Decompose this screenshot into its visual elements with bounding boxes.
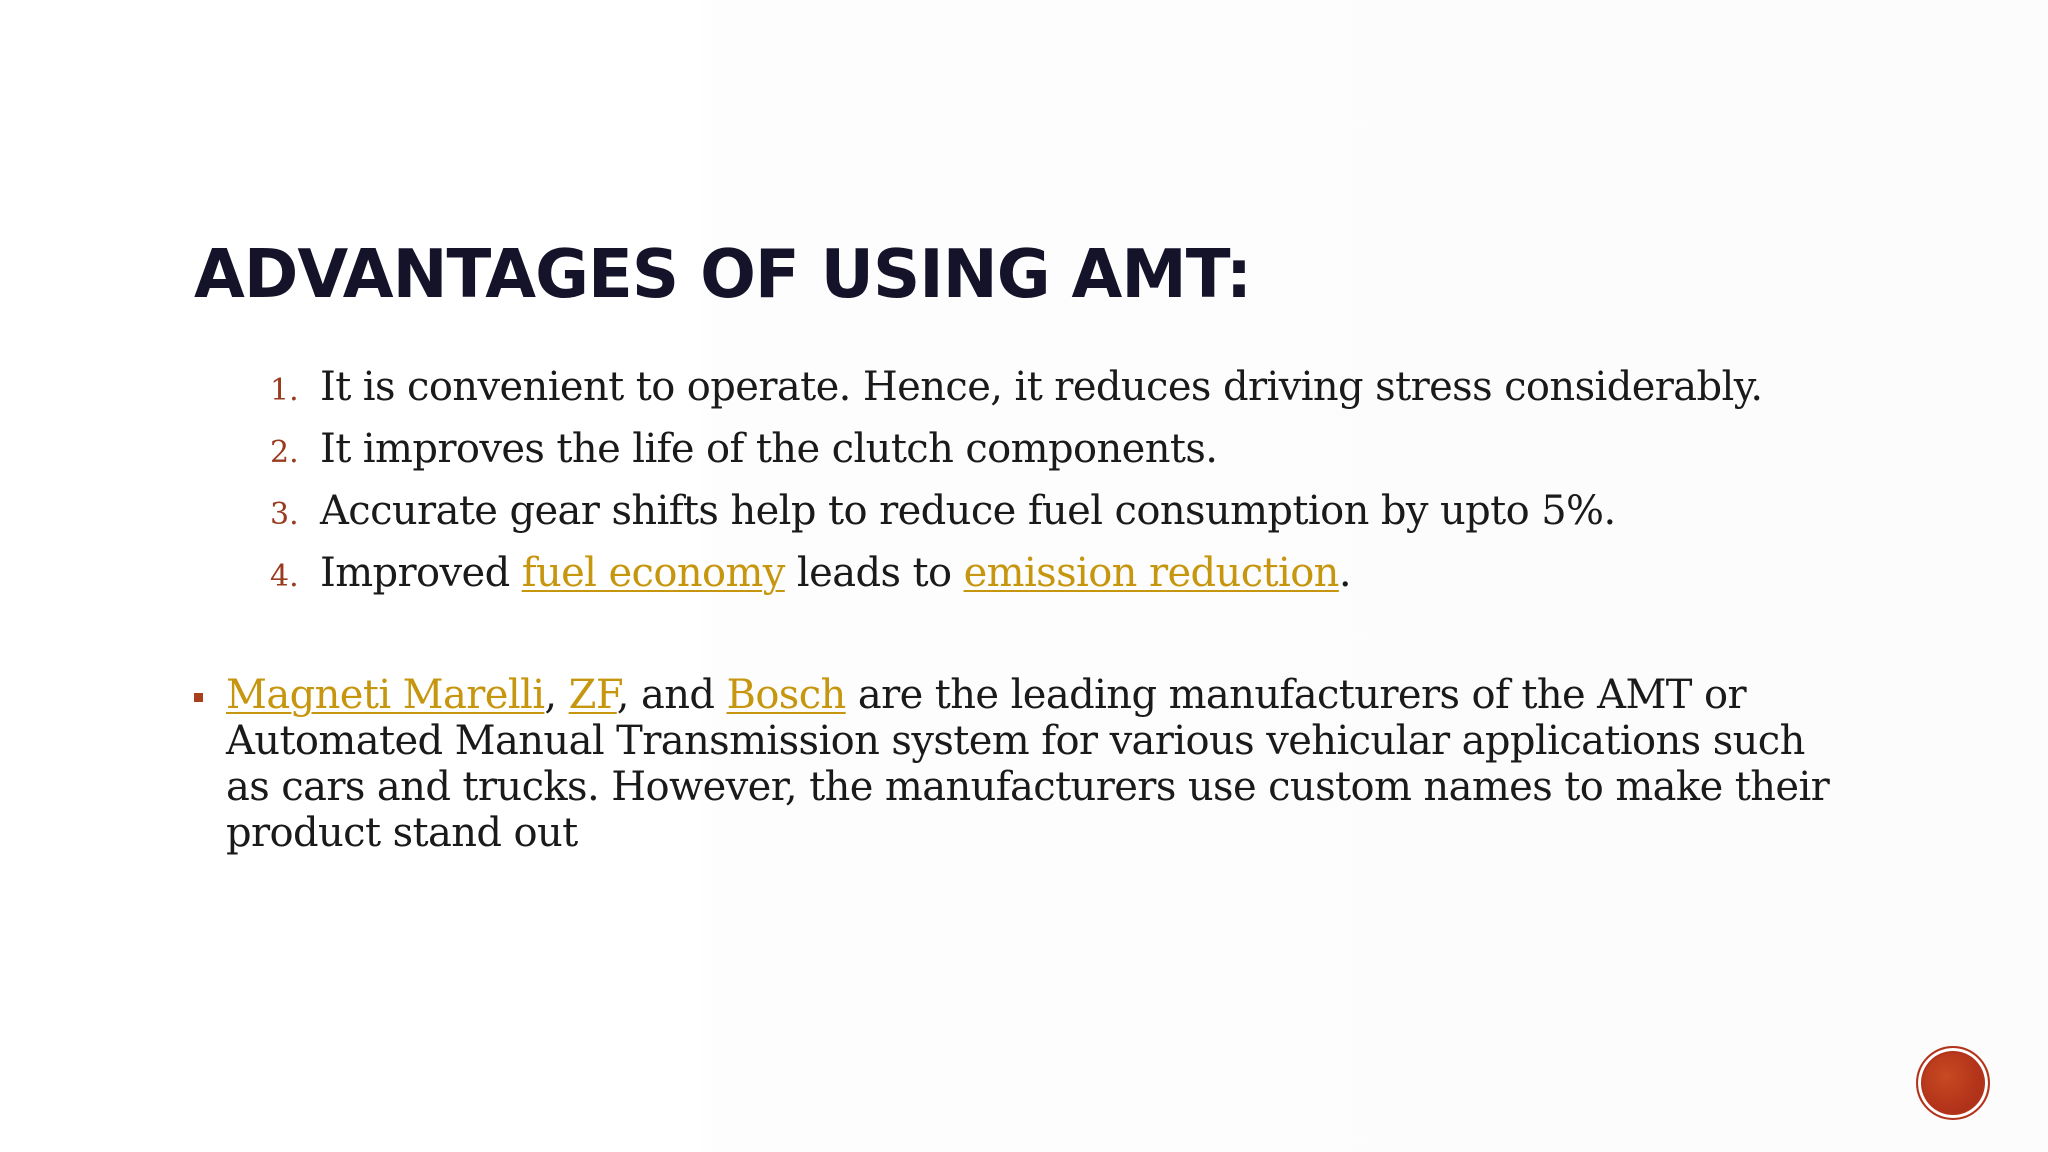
emission-reduction-link[interactable]: emission reduction	[963, 550, 1339, 596]
list-item	[270, 482, 1763, 544]
fuel-economy-link[interactable]: fuel economy	[521, 550, 785, 596]
list-item-text: It improves the life of the clutch components.	[320, 426, 1218, 472]
square-bullet-icon	[194, 693, 203, 702]
text-segment: , and	[616, 672, 727, 718]
bullet-text	[226, 672, 1834, 856]
slide-title: ADVANTAGES OF USING AMT:	[194, 235, 1252, 313]
list-number: 1.	[270, 373, 299, 408]
text-segment: Improved	[320, 550, 522, 596]
bosch-link[interactable]: Bosch	[726, 672, 846, 718]
list-item-text	[320, 544, 1351, 603]
text-segment: .	[1338, 550, 1351, 596]
text-segment: are the leading manufacturers of the AMT or Automated Manual Transmission system for various vehicular applications such as cars and trucks. However, the manufacturers use custom names to make their product stand out	[226, 672, 1830, 856]
list-item-text: Accurate gear shifts help to reduce fuel consumption by upto 5%.	[320, 488, 1616, 534]
bullet-item	[194, 672, 1834, 856]
numbered-list	[270, 358, 1763, 606]
zf-link[interactable]: ZF	[568, 672, 617, 718]
text-segment: leads to	[784, 550, 964, 596]
magneti-marelli-link[interactable]: Magneti Marelli	[226, 672, 545, 718]
list-item-text: It is convenient to operate. Hence, it reduces driving stress considerably.	[320, 364, 1763, 410]
list-item	[270, 544, 1763, 606]
slide-nav-button[interactable]	[1916, 1046, 1990, 1120]
list-number: 2.	[270, 435, 299, 470]
list-number: 3.	[270, 497, 299, 532]
list-item	[270, 420, 1763, 482]
list-number: 4.	[270, 559, 299, 594]
list-item	[270, 358, 1763, 420]
text-segment: ,	[544, 672, 569, 718]
